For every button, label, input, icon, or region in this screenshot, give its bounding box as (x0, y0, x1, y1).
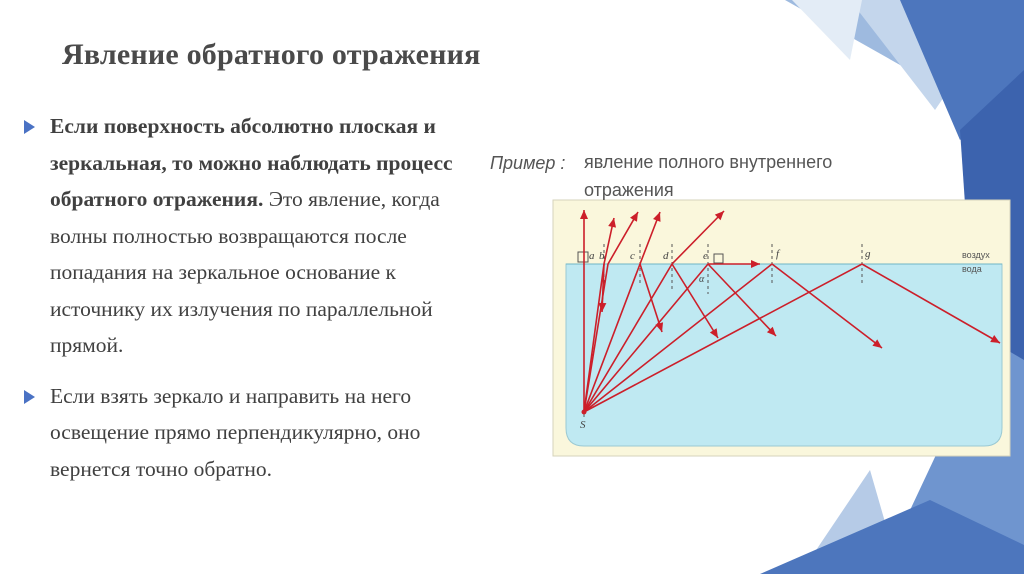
slide-title: Явление обратного отражения (62, 38, 481, 71)
label-air: воздух (962, 250, 990, 260)
bullet-item (24, 108, 494, 364)
bullet-arrow-icon (24, 390, 35, 404)
label-b: b (599, 250, 605, 262)
bullet-bold-text: Если поверхность абсолютно плоская и зеркальная, то можно наблюдать процесс обратного отражения. (50, 114, 453, 211)
label-a: a (589, 250, 595, 262)
label-c: c (630, 250, 635, 262)
example-label: Пример : (490, 153, 566, 173)
bullet-arrow-icon (24, 120, 35, 134)
label-g: g (865, 248, 871, 260)
label-d: d (663, 250, 669, 262)
label-s: S (580, 419, 586, 431)
bullet-item (24, 378, 494, 488)
label-e: e (703, 250, 708, 262)
angle-label: α (699, 274, 705, 285)
label-water: вода (962, 264, 982, 274)
label-f: f (776, 248, 780, 260)
bullet-text: Если взять зеркало и направить на него освещение прямо перпендикулярно, оно вернется точно обратно. (50, 383, 421, 481)
bullet-list (24, 108, 494, 487)
source-point (582, 410, 587, 415)
bullet-text: Это явление, когда волны полностью возвращаются после попадания на зеркальное основание к источнику их излучения по параллельной прямой. (50, 187, 440, 357)
example-caption: явление полного внутреннего отражения (584, 152, 833, 200)
